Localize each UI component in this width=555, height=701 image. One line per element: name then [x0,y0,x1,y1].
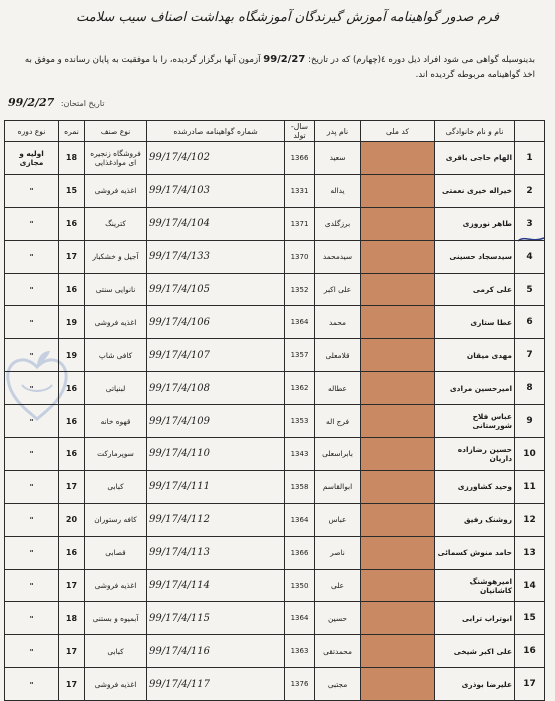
row-number-cell: 9 [515,405,545,438]
full-name-cell: حامد منوش کسمائی [435,536,515,569]
header-birth-year: سال- تولد [285,121,315,142]
national-code-redacted [361,339,435,372]
table-row [5,635,545,668]
job-type-cell: اغذیه فروشی [85,569,147,602]
birth-year-cell: 1370 [285,240,315,273]
birth-year-cell: 1352 [285,273,315,306]
row-number-cell: 14 [515,569,545,602]
header-certificate-number: شماره گواهینامه صادرشده [147,121,285,142]
birth-year-cell: 1353 [285,405,315,438]
trainees-table [4,120,545,701]
full-name-cell: خیراله خیری نعمتی [435,174,515,207]
course-type-cell: " [5,240,59,273]
table-row [5,668,545,701]
table-row [5,405,545,438]
row-number-cell: 5 [515,273,545,306]
job-type-cell: فروشگاه زنجیره ای موادغذایی [85,142,147,175]
course-type-cell: " [5,339,59,372]
certificate-number-cell: 99/17/4/103 [147,174,285,207]
course-type-cell: " [5,207,59,240]
birth-year-cell: 1364 [285,602,315,635]
father-name-cell: سعید [315,142,361,175]
grade-cell: 16 [59,405,85,438]
row-number-cell: 11 [515,470,545,503]
course-type-cell: " [5,668,59,701]
full-name-cell: عطا ستاری [435,306,515,339]
father-name-cell: عطاله [315,372,361,405]
father-name-cell: علی [315,569,361,602]
birth-year-cell: 1364 [285,306,315,339]
father-name-cell: محمدتقی [315,635,361,668]
certificate-number-cell: 99/17/4/111 [147,470,285,503]
grade-cell: 17 [59,569,85,602]
row-number-cell: 13 [515,536,545,569]
national-code-redacted [361,635,435,668]
job-type-cell: نانوایی سنتی [85,273,147,306]
certificate-number-cell: 99/17/4/114 [147,569,285,602]
grade-cell: 20 [59,503,85,536]
table-row [5,569,545,602]
father-name-cell: قلامعلی [315,339,361,372]
birth-year-cell: 1376 [285,668,315,701]
father-name-cell: عباس [315,503,361,536]
grade-cell: 17 [59,470,85,503]
father-name-cell: ابوالقاسم [315,470,361,503]
father-name-cell: علی اکبر [315,273,361,306]
job-type-cell: کترینگ [85,207,147,240]
full-name-cell: امیرهوشنگ کاشانیان [435,569,515,602]
job-type-cell: کبابی [85,470,147,503]
birth-year-cell: 1366 [285,142,315,175]
grade-cell: 17 [59,635,85,668]
national-code-redacted [361,405,435,438]
grade-cell: 17 [59,668,85,701]
header-national-code: کد ملی [361,121,435,142]
intro-date: 99/2/27 [263,54,306,65]
course-type-cell: " [5,602,59,635]
header-father-name: نام پدر [315,121,361,142]
course-type-cell: " [5,536,59,569]
intro-paragraph [24,52,535,83]
table-row [5,470,545,503]
grade-cell: 15 [59,174,85,207]
grade-cell: 18 [59,602,85,635]
header-job-type: نوع صنف [85,121,147,142]
certificate-number-cell: 99/17/4/115 [147,602,285,635]
birth-year-cell: 1366 [285,536,315,569]
job-type-cell: اغذیه فروشی [85,174,147,207]
grade-cell: 19 [59,339,85,372]
full-name-cell: وحید کشاورزی [435,470,515,503]
table-row [5,207,545,240]
table-row [5,174,545,207]
course-type-cell: " [5,174,59,207]
father-name-cell: برزگلدی [315,207,361,240]
job-type-cell: قهوه خانه [85,405,147,438]
birth-year-cell: 1358 [285,470,315,503]
row-number-cell: 15 [515,602,545,635]
page-title: فرم صدور گواهینامه آموزش گیرندگان آموزشگاه بهداشت اصناف سیب سلامت [75,10,500,25]
birth-year-cell: 1371 [285,207,315,240]
national-code-redacted [361,470,435,503]
job-type-cell: کافی شاپ [85,339,147,372]
row-number-cell: 1 [515,142,545,175]
table-row [5,602,545,635]
course-type-cell: " [5,405,59,438]
full-name-cell: حسین رضازاده داریان [435,438,515,471]
father-name-cell: سیدمحمد [315,240,361,273]
father-name-cell: ناصر [315,536,361,569]
full-name-cell: الهام حاجی باقری [435,142,515,175]
table-row [5,339,545,372]
birth-year-cell: 1343 [285,438,315,471]
exam-date-label: تاریخ امتحان: [60,99,105,108]
national-code-redacted [361,207,435,240]
certificate-number-cell: 99/17/4/106 [147,306,285,339]
certificate-number-cell: 99/17/4/112 [147,503,285,536]
course-type-cell: " [5,273,59,306]
full-name-cell: امیرحسین مرادی [435,372,515,405]
job-type-cell: اغذیه فروشی [85,306,147,339]
intro-text-end: آزمون آنها برگزار گردیده، را با موفقیت به پایان رسانده و موفق به اخذ گواهینامه مربوطه گردیده اند. [24,55,535,80]
header-row-number [515,121,545,142]
course-type-cell: " [5,635,59,668]
full-name-cell: روشنک رفیق [435,503,515,536]
header-full-name: نام و نام خانوادگی [435,121,515,142]
father-name-cell: محمد [315,306,361,339]
row-number-cell: 7 [515,339,545,372]
grade-cell: 17 [59,240,85,273]
certificate-number-cell: 99/17/4/109 [147,405,285,438]
birth-year-cell: 1350 [285,569,315,602]
table-row [5,536,545,569]
national-code-redacted [361,569,435,602]
national-code-redacted [361,142,435,175]
national-code-redacted [361,602,435,635]
job-type-cell: آجیل و خشکبار [85,240,147,273]
full-name-cell: علی کرمی [435,273,515,306]
certificate-number-cell: 99/17/4/102 [147,142,285,175]
certificate-number-cell: 99/17/4/110 [147,438,285,471]
row-number-cell: 6 [515,306,545,339]
grade-cell: 19 [59,306,85,339]
national-code-redacted [361,372,435,405]
grade-cell: 16 [59,438,85,471]
grade-cell: 16 [59,273,85,306]
course-type-cell: " [5,438,59,471]
table-header-row [5,121,545,142]
job-type-cell: لبنیاتی [85,372,147,405]
table-row [5,306,545,339]
course-type-cell: " [5,569,59,602]
full-name-cell: ابوتراب ترابی [435,602,515,635]
certificate-number-cell: 99/17/4/133 [147,240,285,273]
job-type-cell: کبابی [85,635,147,668]
national-code-redacted [361,174,435,207]
table-row [5,240,545,273]
father-name-cell: حسین [315,602,361,635]
father-name-cell: مجتبی [315,668,361,701]
full-name-cell: علی اکبر شیخی [435,635,515,668]
full-name-cell: مهدی میقان [435,339,515,372]
certificate-number-cell: 99/17/4/107 [147,339,285,372]
row-number-cell: 4 [515,240,545,273]
row-number-cell: 17 [515,668,545,701]
national-code-redacted [361,240,435,273]
grade-cell: 18 [59,142,85,175]
certificate-number-cell: 99/17/4/104 [147,207,285,240]
header-grade: نمره [59,121,85,142]
job-type-cell: قصابی [85,536,147,569]
certificate-number-cell: 99/17/4/105 [147,273,285,306]
grade-cell: 16 [59,372,85,405]
course-type-cell: اولیه و مجازی [5,142,59,175]
full-name-cell: عباس فلاح شورستانی [435,405,515,438]
certificate-number-cell: 99/17/4/108 [147,372,285,405]
course-type-cell: " [5,306,59,339]
intro-text-start: بدینوسیله گواهی می شود افراد ذیل دوره ٤(چهارم) که در تاریخ: [308,55,535,65]
course-type-cell: " [5,470,59,503]
job-type-cell: سوپرمارکت [85,438,147,471]
job-type-cell: اغذیه فروشی [85,668,147,701]
grade-cell: 16 [59,536,85,569]
table-row [5,503,545,536]
national-code-redacted [361,536,435,569]
birth-year-cell: 1362 [285,372,315,405]
certificate-number-cell: 99/17/4/113 [147,536,285,569]
table-row [5,273,545,306]
full-name-cell: علیرضا بوذری [435,668,515,701]
row-number-cell: 8 [515,372,545,405]
course-type-cell: " [5,372,59,405]
header-course-type: نوع دوره [5,121,59,142]
national-code-redacted [361,273,435,306]
birth-year-cell: 1363 [285,635,315,668]
row-number-cell: 12 [515,503,545,536]
full-name-cell: طاهر نوروزی [435,207,515,240]
birth-year-cell: 1357 [285,339,315,372]
certificate-number-cell: 99/17/4/116 [147,635,285,668]
row-number-cell: 10 [515,438,545,471]
table-row [5,372,545,405]
row-number-cell: 16 [515,635,545,668]
exam-date [8,96,104,109]
birth-year-cell: 1364 [285,503,315,536]
birth-year-cell: 1331 [285,174,315,207]
father-name-cell: بابراسعلی [315,438,361,471]
national-code-redacted [361,306,435,339]
row-number-cell: 2 [515,174,545,207]
national-code-redacted [361,668,435,701]
row-number-cell: 3 [515,207,545,240]
grade-cell: 16 [59,207,85,240]
full-name-cell: سیدسجاد حسینی [435,240,515,273]
national-code-redacted [361,438,435,471]
table-row [5,142,545,175]
exam-date-value: 99/2/27 [8,96,55,109]
course-type-cell: " [5,503,59,536]
father-name-cell: فرج اله [315,405,361,438]
table-row [5,438,545,471]
job-type-cell: آبمیوه و بستنی [85,602,147,635]
certificate-number-cell: 99/17/4/117 [147,668,285,701]
job-type-cell: کافه رستوران [85,503,147,536]
father-name-cell: یداله [315,174,361,207]
national-code-redacted [361,503,435,536]
